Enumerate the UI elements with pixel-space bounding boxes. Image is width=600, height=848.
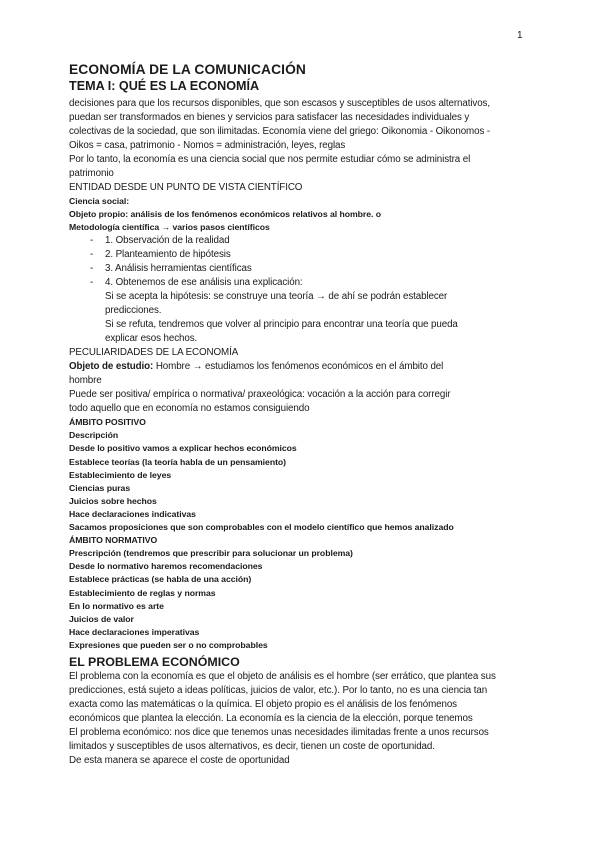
line-text: Hace declaraciones indicativas <box>69 508 196 519</box>
line-text: El problema con la economía es que el objeto de análisis es el hombre (ser errático, que plantea sus <box>69 670 496 682</box>
text-line <box>69 726 547 740</box>
line-text: Establecimiento de leyes <box>69 469 172 480</box>
bullet-item <box>69 248 547 262</box>
line-text: EL PROBLEMA ECONÓMICO <box>69 654 240 669</box>
bullet-item <box>69 234 547 248</box>
text-line <box>69 639 547 652</box>
line-text: ÁMBITO NORMATIVO <box>69 535 158 546</box>
line-text: Establecimiento de reglas y normas <box>69 587 216 598</box>
text-line <box>69 139 547 153</box>
text-line <box>69 534 547 547</box>
text-line <box>69 429 547 442</box>
line-text: Ciencia social: <box>69 196 130 206</box>
line-text: colectivas de la sociedad, que son ilimitadas. Economía viene del griego: Oikonomia - Oikonomos - <box>69 126 491 137</box>
line-text: Prescripción (tendremos que prescribir para solucionar un problema) <box>69 548 353 559</box>
line-text: Establece prácticas (se habla de una acción) <box>69 574 252 585</box>
text-line <box>69 318 547 332</box>
line-text: 3. Análisis herramientas científicas <box>105 263 252 275</box>
line-text: Si se acepta la hipótesis: se construye una teoría → de ahí se podrán establecer <box>105 291 448 303</box>
page-number: 1 <box>517 30 523 41</box>
text-line <box>69 304 547 318</box>
line-text: decisiones para que los recursos disponibles, que son escasos y susceptibles de usos alternativos, <box>69 98 490 109</box>
text-line <box>69 684 547 698</box>
document-body <box>69 97 547 768</box>
text-line <box>69 521 547 534</box>
bullet-dash: - <box>90 249 94 261</box>
line-text: 1. Observación de la realidad <box>105 235 230 247</box>
text-line <box>69 740 547 754</box>
line-text: hombre <box>69 375 102 387</box>
bold-lead: Objeto de estudio: <box>69 361 154 373</box>
line-text: PECULIARIDADES DE LA ECONOMÍA <box>69 347 239 359</box>
text-line <box>69 97 547 111</box>
bullet-dash: - <box>90 235 94 247</box>
text-line <box>69 167 547 181</box>
line-text: explicar esos hechos. <box>105 333 198 345</box>
text-line <box>69 221 547 234</box>
text-line <box>69 416 547 429</box>
line-text: Desde lo positivo vamos a explicar hechos económicos <box>69 443 297 454</box>
text-line <box>69 290 547 304</box>
text-line <box>69 587 547 600</box>
line-text: puedan ser transformados en bienes y servicios para satisfacer las necesidades individuales y <box>69 112 470 123</box>
line-text: Hace declaraciones imperativas <box>69 626 200 637</box>
line-text: 4. Obtenemos de ese análisis una explicación: <box>105 277 303 289</box>
text-line <box>69 111 547 125</box>
bullet-item <box>69 276 547 290</box>
text-line <box>69 442 547 455</box>
text-line <box>69 195 547 208</box>
line-text: Juicios de valor <box>69 613 134 624</box>
text-line <box>69 125 547 139</box>
text-line <box>69 573 547 586</box>
line-text: todo aquello que en economía no estamos consiguiendo <box>69 403 310 415</box>
text-line <box>69 613 547 626</box>
line-text: Establece teorías (la teoría habla de un pensamiento) <box>69 456 287 467</box>
text-line <box>69 600 547 613</box>
line-text: predicciones. <box>105 305 162 317</box>
bullet-dash: - <box>90 263 94 275</box>
document-content <box>69 61 547 768</box>
text-line <box>69 482 547 495</box>
text-line <box>69 153 547 167</box>
bullet-item <box>69 262 547 276</box>
line-text: 2. Planteamiento de hipótesis <box>105 249 231 261</box>
line-text: Descripción <box>69 430 119 441</box>
text-line <box>69 698 547 712</box>
text-line <box>69 495 547 508</box>
line-text: limitados y susceptibles de usos alternativos, es decir, tienen un coste de oportunidad. <box>69 740 435 752</box>
text-line <box>69 332 547 346</box>
text-line <box>69 626 547 639</box>
document-title: ECONOMÍA DE LA COMUNICACIÓN <box>69 62 306 77</box>
line-text: ÁMBITO POSITIVO <box>69 417 146 428</box>
line-text: económicos que plantea la elección. La economía es la ciencia de la elección, porque tenemos <box>69 712 473 724</box>
text-line <box>69 754 547 768</box>
text-line <box>69 388 547 402</box>
line-text: Objeto propio: análisis de los fenómenos económicos relativos al hombre. o <box>69 209 382 220</box>
document-subtitle: TEMA I: QUÉ ES LA ECONOMÍA <box>69 79 260 93</box>
text-line <box>69 670 547 684</box>
section-heading <box>69 654 547 670</box>
bullet-dash: - <box>90 277 94 289</box>
line-text: exacta como las matemáticas o la química. El objeto propio es el análisis de los fenómenos <box>69 698 457 710</box>
line-text: De esta manera se aparece el coste de oportunidad <box>69 754 290 766</box>
line-text: En lo normativo es arte <box>69 600 164 611</box>
text-line <box>69 508 547 521</box>
line-text: Hombre → estudiamos los fenómenos económicos en el ámbito del <box>153 361 444 373</box>
text-line <box>69 374 547 388</box>
line-text: Puede ser positiva/ empírica o normativa/ praxeológica: vocación a la acción para corregir <box>69 389 451 401</box>
line-text: Oikos = casa, patrimonio - Nomos = administración, leyes, reglas <box>69 140 346 151</box>
text-line <box>69 469 547 482</box>
text-line <box>69 181 547 195</box>
line-text: El problema económico: nos dice que tenemos unas necesidades ilimitadas frente a unos recursos <box>69 726 489 738</box>
line-text: Juicios sobre hechos <box>69 495 157 506</box>
line-text: Ciencias puras <box>69 482 131 493</box>
text-line <box>69 360 547 374</box>
text-line <box>69 547 547 560</box>
text-line <box>69 456 547 469</box>
line-text: Sacamos proposiciones que son comprobables con el modelo científico que hemos analizado <box>69 522 454 533</box>
line-text: patrimonio <box>69 168 114 179</box>
text-line <box>69 712 547 726</box>
line-text: Metodología científica → varios pasos científicos <box>69 222 270 233</box>
line-text: Por lo tanto, la economía es una ciencia social que nos permite estudiar cómo se administra el <box>69 154 471 165</box>
text-line <box>69 208 547 221</box>
line-text: Expresiones que pueden ser o no comprobables <box>69 639 268 650</box>
text-line <box>69 560 547 573</box>
line-text: Desde lo normativo haremos recomendaciones <box>69 561 263 572</box>
text-line <box>69 402 547 416</box>
line-text: ENTIDAD DESDE UN PUNTO DE VISTA CIENTÍFICO <box>69 182 303 193</box>
text-line <box>69 346 547 360</box>
line-text: predicciones, está sujeto a ideas políticas, juicios de valor, etc.). Por lo tanto, no es una ciencia tan <box>69 684 488 696</box>
line-text: Si se refuta, tendremos que volver al principio para encontrar una teoría que pueda <box>105 319 458 331</box>
